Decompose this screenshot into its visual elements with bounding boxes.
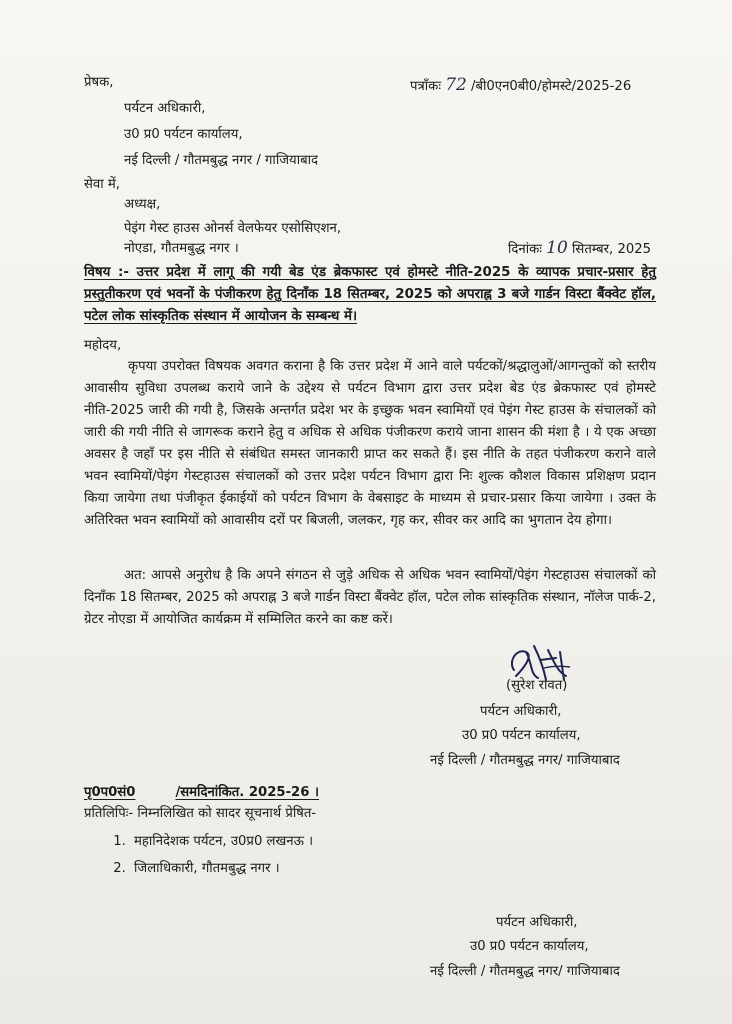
copy-to-item: 2. जिलाधिकारी, गौतमबुद्ध नगर ।: [130, 855, 313, 882]
recipient-organization: पेइंग गेस्ट हाउस ओनर्स वेलफेयर एसोसिएशन,: [124, 221, 342, 236]
signatory-city: नई दिल्ली / गौतमबुद्ध नगर/ गाजियाबाद: [430, 753, 620, 768]
reference-label: पत्राँकः: [410, 79, 441, 94]
signatory-office: उ0 प्र0 पर्यटन कार्यालय,: [462, 728, 581, 743]
signatory-name: (सुरेश रावत): [506, 678, 568, 693]
copy-reference-number: पृ0प0सं0: [84, 785, 136, 800]
reference-number: [410, 76, 631, 96]
copy-to-label: प्रतिलिपिः- निम्नलिखित को सादर सूचनार्थ प्रेषित-: [84, 806, 317, 821]
subject-line: [84, 262, 656, 328]
body-paragraph-2-text: अत: आपसे अनुरोध है कि अपने संगठन से जुड़े अधिक से अधिक भवन स्वामियों/पेइंग गेस्टहाउस संचालकों को दिनाँक 18 सितम्बर, 2025 को अपराह्न 3 बजे गार्डन विस्टा बैंक्वेट हॉल, पटेल लोक सांस्कृतिक संस्थान, नॉलेज पार्क-2, ग्रेटर नोएडा में आयोजित कार्यक्रम में सम्मिलित करने का कष्ट करें।: [84, 568, 656, 627]
copy-reference: [84, 784, 319, 802]
date-month-year: सितम्बर, 2025: [572, 242, 652, 257]
subject-text: विषय :- उत्तर प्रदेश में लागू की गयी बेड एंड ब्रेकफास्ट एवं होमस्टे नीति-2025 के व्यापक प्रचार-प्रसार हेतु प्रस्तुतीकरण एवं भवनों के पंजीकरण हेतु दिनाँक 18 सितम्बर, 2025 को अपराह्न 3 बजे गार्डन विस्टा बैंक्वेट हॉल, पटेल लोक सांस्कृतिक संस्थान में आयोजन के सम्बन्ध में।: [84, 265, 656, 324]
reference-handwritten-number: 72: [445, 75, 467, 95]
sender-office: उ0 प्र0 पर्यटन कार्यालय,: [124, 127, 243, 142]
body-paragraph-1-text: कृपया उपरोक्त विषयक अवगत कराना है कि उत्तर प्रदेश में आने वाले पर्यटकों/श्रद्धालुओं/आगन्तुकों को स्तरीय आवासीय सुविधा उपलब्ध कराये जाने के उद्देश्य से पर्यटन विभाग द्वारा उत्तर प्रदेश बेड एंड ब्रेकफास्ट एवं होमस्टे नीति-2025 जारी की गयी है, जिसके अन्तर्गत प्रदेश भर के इच्छुक भवन स्वामियों एवं पेइंग गेस्ट हाउस के संचालकों को जारी की गयी नीति से जागरूक कराने हेतु व अधिक से अधिक पंजीकरण कराये जाना शासन की मंशा है । ये एक अच्छा अवसर है जहाँ पर इस नीति से संबंधित समस्त जानकारी प्राप्त कर सकते हैं। इस नीति के तहत पंजीकरण कराने वाले भवन स्वामियों/पेइंग गेस्टहाउस संचालकों को उत्तर प्रदेश पर्यटन विभाग द्वारा निः शुल्क कौशल विकास प्रशिक्षण प्रदान किया जायेगा तथा पंजीकृत ईकाईयों को पर्यटन विभाग के वेबसाइट के माध्यम से प्रचार-प्रसार किया जायेगा । उक्त के अतिरिक्त भवन स्वामियों को आवासीय दरों पर बिजली, जलकर, गृह कर, सीवर कर आदि का भुगतान देय होगा।: [84, 359, 656, 528]
sender-designation: पर्यटन अधिकारी,: [124, 101, 206, 116]
date-label: दिनांकः: [508, 242, 542, 257]
copy-reference-date: /समदिनांकित. 2025-26 ।: [175, 785, 319, 800]
recipient-label: सेवा में,: [84, 177, 120, 192]
salutation: महोदय,: [84, 338, 122, 353]
letter-date: [508, 239, 651, 259]
recipient-city: नोएडा, गौतमबुद्ध नगर ।: [124, 241, 239, 256]
copy-to-item: 1. महानिदेशक पर्यटन, उ0प्र0 लखनऊ ।: [130, 828, 313, 855]
footer-designation: पर्यटन अधिकारी,: [496, 915, 578, 930]
signatory-designation: पर्यटन अधिकारी,: [480, 704, 562, 719]
footer-city: नई दिल्ली / गौतमबुद्ध नगर/ गाजियाबाद: [430, 964, 620, 979]
footer-office: उ0 प्र0 पर्यटन कार्यालय,: [470, 939, 589, 954]
sender-label: प्रेषक,: [84, 75, 114, 90]
copy-to-list: [84, 828, 313, 882]
reference-suffix: /बी0एन0बी0/होमस्टे/2025-26: [471, 79, 632, 94]
body-paragraph-1: [84, 356, 656, 532]
sender-city: नई दिल्ली / गौतमबुद्ध नगर / गाजियाबाद: [124, 153, 319, 168]
recipient-designation: अध्यक्ष,: [124, 197, 161, 212]
body-paragraph-2: [84, 565, 656, 631]
date-handwritten-day: 10: [546, 238, 568, 258]
